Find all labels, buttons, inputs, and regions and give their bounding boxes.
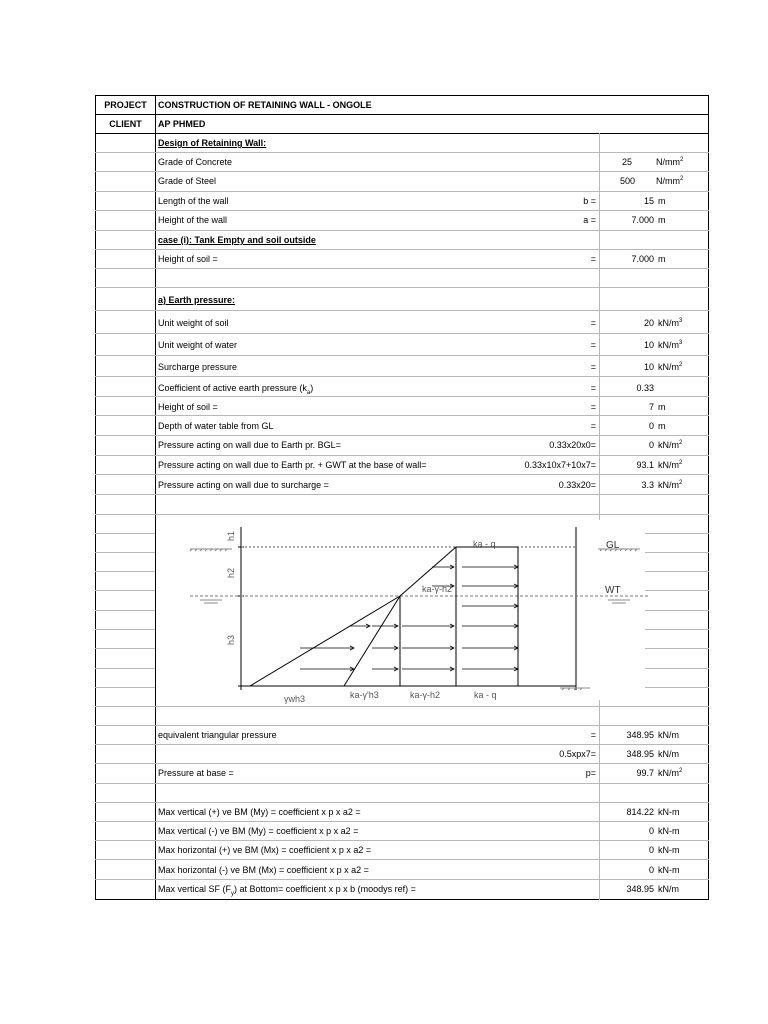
earth-row-label: Unit weight of soil xyxy=(158,318,229,328)
earth-row-unit: $kN/m^3$ xyxy=(658,340,683,350)
h3-label: h3 xyxy=(226,634,236,645)
h2-label: h2 xyxy=(226,567,236,578)
earth-row-formula: 0.33x20x0= xyxy=(549,440,596,450)
height-symbol: a = xyxy=(583,215,596,225)
steel-unit: $N/mm^2$ xyxy=(656,176,684,186)
bm-row-value: 0 xyxy=(648,845,654,855)
earth-row-label: Unit weight of water xyxy=(158,340,238,350)
length-label: Length of the wall xyxy=(158,196,229,206)
earth-row-formula: = xyxy=(590,318,596,328)
bm-row-label: Max horizontal (-) ve BM (Mx) = coefficient x p x a2 = xyxy=(158,865,369,875)
gl-label: GL xyxy=(606,540,620,551)
earth-row-label: Depth of water table from GL xyxy=(158,421,274,431)
earth-row-value: 93.1 xyxy=(636,460,654,470)
formula-value: 348.95 xyxy=(626,749,654,759)
mid-soil-label: ka-γ-h2 xyxy=(422,584,453,594)
earth-row-formula: 0.33x10x7+10x7= xyxy=(524,460,596,470)
sf-value: 348.95 xyxy=(626,884,654,894)
height-value: 7.000 xyxy=(631,215,654,225)
bottom-label-submerged: ka-γ'h3 xyxy=(350,690,379,700)
length-value: 15 xyxy=(643,196,654,206)
earth-row-formula: = xyxy=(590,402,596,412)
earth-row-formula: 0.33x20= xyxy=(558,480,596,490)
earth-row-label: Pressure acting on wall due to surcharge = xyxy=(158,480,329,490)
wt-label: WT xyxy=(605,585,621,596)
formula-mid: 0.5xpx7= xyxy=(559,749,596,759)
bottom-label-soil: ka-γ-h2 xyxy=(410,690,441,700)
project-label: PROJECT xyxy=(104,100,147,110)
bm-row-unit: kN-m xyxy=(658,807,680,817)
case-title: case (i): Tank Empty and soil outside xyxy=(158,235,316,245)
formula-unit: kN/m xyxy=(658,749,679,759)
bm-row-unit: kN-m xyxy=(658,865,680,875)
earth-row-label: Surcharge pressure xyxy=(158,362,238,372)
earth-row-unit: $kN/m^2$ xyxy=(658,460,683,470)
earth-row-label: Coefficient of active earth pressure $(k_a)$ xyxy=(158,383,314,396)
earth-row-label: Pressure acting on wall due to Earth pr. BGL= xyxy=(158,440,341,450)
soil-height-label: Height of soil = xyxy=(158,254,218,264)
earth-title: a) Earth pressure: xyxy=(158,295,236,305)
equiv-unit: kN/m xyxy=(658,730,679,740)
project-value: CONSTRUCTION OF RETAINING WALL - ONGOLE xyxy=(158,100,372,110)
base-label: Pressure at base = xyxy=(158,768,234,778)
earth-row-formula: = xyxy=(590,340,596,350)
bottom-label-water: γwh3 xyxy=(284,694,306,704)
top-surcharge-label: ka - q xyxy=(473,539,496,549)
bm-row-label: Max horizontal (+) ve BM (Mx) = coefficient x p x a2 = xyxy=(158,845,372,855)
client-value: AP PHMED xyxy=(158,119,206,129)
bm-row-unit: kN-m xyxy=(658,826,680,836)
earth-row-unit: m xyxy=(658,421,666,431)
earth-row-unit: $kN/m^2$ xyxy=(658,362,683,372)
base-symbol: p= xyxy=(585,768,596,778)
earth-row-label: Height of soil = xyxy=(158,402,218,412)
earth-row-value: 0 xyxy=(648,421,654,431)
equiv-label: equivalent triangular pressure xyxy=(158,730,277,740)
h1-label: h1 xyxy=(226,530,236,541)
sf-label: Max vertical SF $(F_y)$ at Bottom= coefficient x p x b (moodys ref) = xyxy=(158,884,416,897)
equiv-value: 348.95 xyxy=(626,730,654,740)
earth-row-value: 20 xyxy=(643,318,654,328)
earth-row-value: 0 xyxy=(648,440,654,450)
design-title: Design of Retaining Wall: xyxy=(158,138,267,148)
concrete-value: 25 xyxy=(622,157,633,167)
bm-row-value: 814.22 xyxy=(626,807,654,817)
bm-row-value: 0 xyxy=(648,826,654,836)
equiv-eq: = xyxy=(590,730,596,740)
sf-unit: kN/m xyxy=(658,884,679,894)
bm-row-value: 0 xyxy=(648,865,654,875)
length-symbol: b = xyxy=(583,196,596,206)
earth-row-value: 0.33 xyxy=(636,383,654,393)
steel-label: Grade of Steel xyxy=(158,176,217,186)
earth-row-unit: $kN/m^2$ xyxy=(658,480,683,490)
steel-value: 500 xyxy=(620,176,636,186)
earth-row-formula: = xyxy=(590,421,596,431)
client-label: CLIENT xyxy=(109,119,142,129)
earth-row-value: 7 xyxy=(648,402,654,412)
height-label: Height of the wall xyxy=(158,215,228,225)
earth-row-value: 3.3 xyxy=(641,480,654,490)
earth-row-value: 10 xyxy=(643,362,654,372)
bm-row-label: Max vertical (-) ve BM (My) = coefficient x p x a2 = xyxy=(158,826,359,836)
bottom-label-surcharge: ka - q xyxy=(474,690,497,700)
earth-row-formula: = xyxy=(590,362,596,372)
concrete-unit: $N/mm^2$ xyxy=(656,157,684,167)
bm-row-label: Max vertical (+) ve BM (My) = coefficient x p x a2 = xyxy=(158,807,361,817)
base-value: 99.7 xyxy=(636,768,654,778)
base-unit: $kN/m^2$ xyxy=(658,768,683,778)
soil-height-unit: m xyxy=(658,254,666,264)
earth-row-unit: m xyxy=(658,402,666,412)
earth-row-unit: $kN/m^3$ xyxy=(658,318,683,328)
soil-height-value: 7.000 xyxy=(631,254,654,264)
length-unit: m xyxy=(658,196,666,206)
concrete-label: Grade of Concrete xyxy=(158,157,233,167)
earth-row-formula: = xyxy=(590,383,596,393)
soil-height-eq: = xyxy=(590,254,596,264)
bm-row-unit: kN-m xyxy=(658,845,680,855)
earth-row-label: Pressure acting on wall due to Earth pr. + GWT at the base of wall= xyxy=(158,460,427,470)
earth-row-unit: $kN/m^2$ xyxy=(658,440,683,450)
earth-row-value: 10 xyxy=(643,340,654,350)
height-unit: m xyxy=(658,215,666,225)
